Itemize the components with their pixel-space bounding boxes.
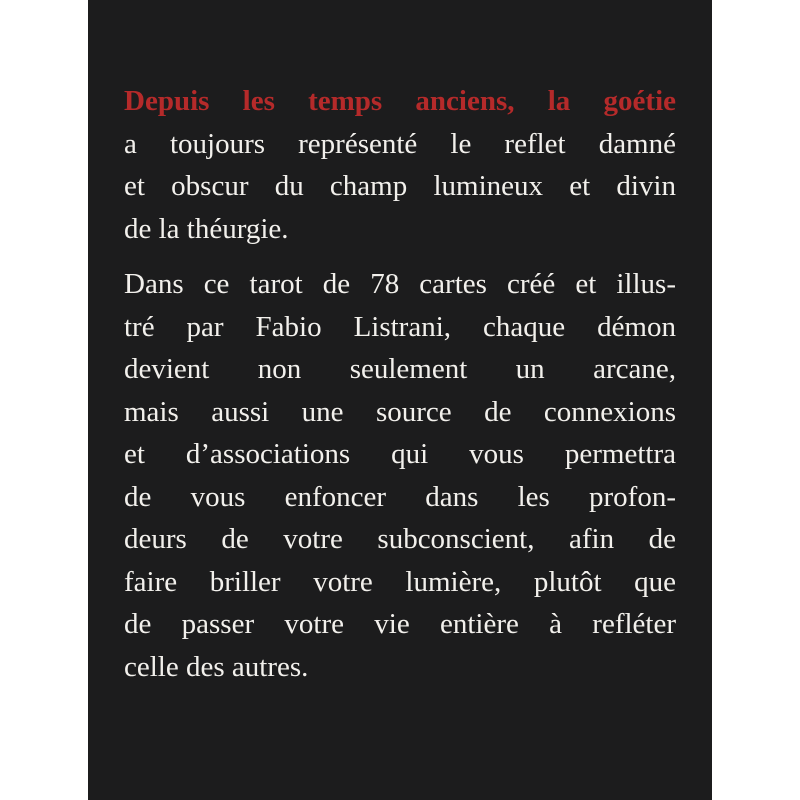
text-line: et d’associations qui vous permettra (124, 438, 676, 470)
text-line: faire briller votre lumière, plutôt que (124, 565, 676, 598)
text-line: celle des autres. (124, 650, 309, 683)
text-line: et obscur du champ lumineux et divin (124, 170, 676, 202)
text-line: mais aussi une source de connexions (124, 395, 676, 428)
back-cover-panel (88, 0, 712, 800)
intro-heading: Depuis les temps anciens, la goétie (124, 85, 676, 117)
text-line: devient non seulement un arcane, (124, 353, 676, 385)
text-line: deurs de votre subconscient, afin de (124, 523, 676, 555)
body-paragraph (124, 263, 676, 688)
text-line: a toujours représenté le reflet damné (124, 127, 676, 160)
text-line: de vous enfoncer dans les profon- (124, 480, 676, 513)
text-line: de passer votre vie entière à refléter (124, 608, 676, 640)
text-line: tré par Fabio Listrani, chaque démon (124, 310, 676, 343)
intro-paragraph (124, 80, 676, 250)
text-line: Dans ce tarot de 78 cartes créé et illus- (124, 268, 676, 300)
text-line: de la théurgie. (124, 212, 289, 245)
description-text (124, 80, 676, 688)
